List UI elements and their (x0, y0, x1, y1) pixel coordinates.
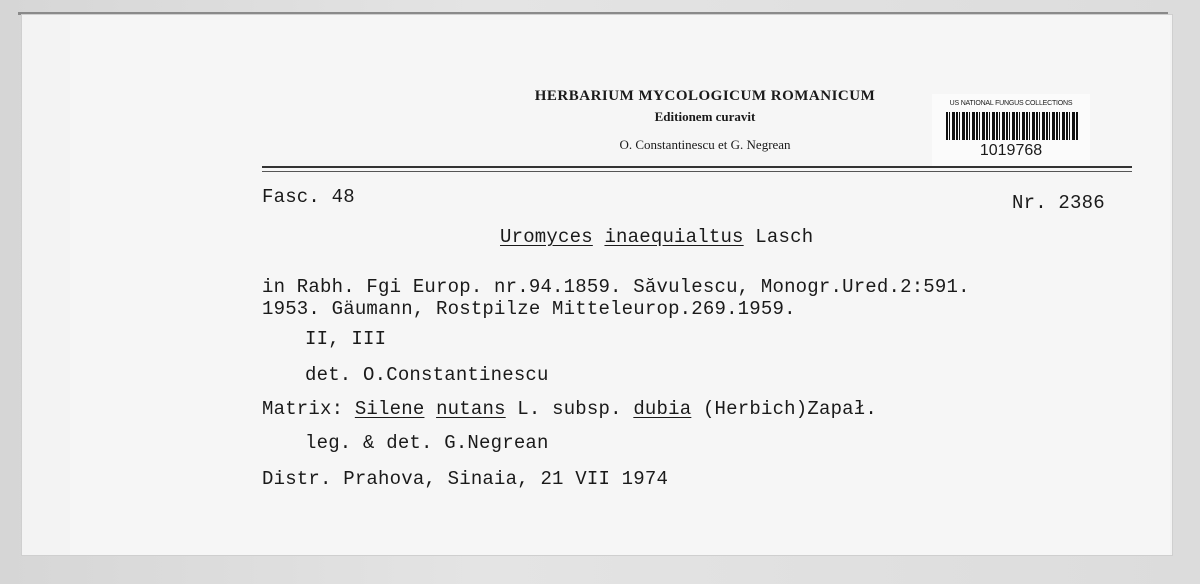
host-author: (Herbich)Zapał. (702, 398, 877, 420)
host-species: nutans (436, 398, 506, 420)
specimen-number: Nr. 2386 (1012, 192, 1105, 214)
header-rule-thick (262, 166, 1132, 168)
host-rank: L. subsp. (517, 398, 622, 420)
fascicle-number: Fasc. 48 (262, 186, 355, 208)
header-rule-thin (262, 171, 1132, 172)
species-name (500, 226, 813, 248)
locality: Distr. Prahova, Sinaia, 21 VII 1974 (262, 468, 669, 490)
species-genus: Uromyces (500, 226, 593, 248)
citation-line-1: in Rabh. Fgi Europ. nr.94.1859. Săvulescu, Monogr.Ured.2:591. (262, 276, 970, 298)
herbarium-editors: O. Constantinescu et G. Negrean (619, 137, 791, 152)
collector: leg. & det. G.Negrean (305, 432, 549, 454)
herbarium-title: HERBARIUM MYCOLOGICUM ROMANICUM (534, 88, 876, 104)
host-subspecies: dubia (633, 398, 692, 420)
species-epithet: inaequialtus (604, 226, 744, 248)
barcode-number: 1019768 (979, 142, 1043, 159)
citation-line-2: 1953. Gäumann, Rostpilze Mitteleurop.269.1959. (262, 298, 796, 320)
host-genus: Silene (354, 398, 425, 420)
determiner: det. O.Constantinescu (305, 364, 549, 386)
matrix-prefix: Matrix: (262, 398, 344, 420)
herbarium-subtitle: Editionem curavit (654, 109, 756, 124)
species-author: Lasch (755, 226, 814, 248)
matrix-host (262, 398, 877, 420)
barcode-collection: US NATIONAL FUNGUS COLLECTIONS (949, 100, 1073, 107)
spore-stages: II, III (305, 328, 387, 350)
label-header (500, 88, 910, 153)
barcode-icon (946, 112, 1078, 140)
barcode-sticker (932, 94, 1090, 166)
